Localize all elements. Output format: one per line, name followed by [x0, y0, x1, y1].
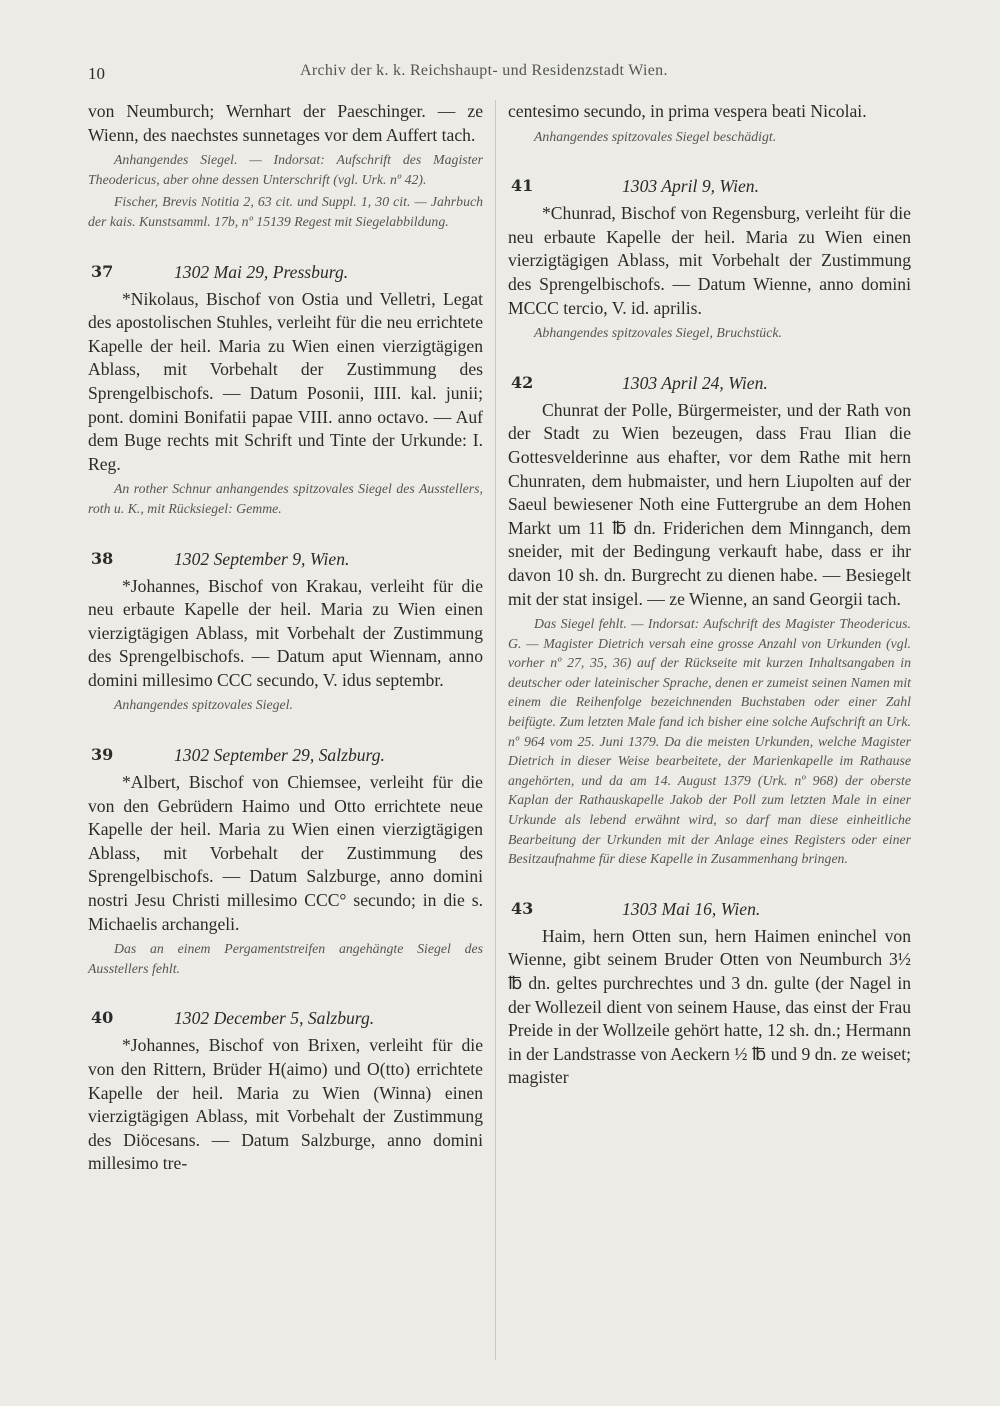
entry-38-heading: [88, 547, 483, 571]
entry-39-text: *Albert, Bischof von Chiemsee, verleiht für die von den Gebrüdern Haimo und Otto errichtete neue Kapelle der heil. Maria zu Wien einen vierzigtägigen Ablass, mit Vorbehalt der Zustimmung des Sprengelbischofs. — Datum Salzburge, anno domini nostri Jesu Christi millesimo CCC° secundo; in die s. Michaelis archangeli.: [88, 772, 483, 934]
entry-date: 1302 September 9, Wien.: [174, 548, 350, 569]
entry-date: 1303 Mai 16, Wien.: [622, 898, 761, 919]
entry-number: 42: [511, 372, 534, 392]
entry-37-text: *Nikolaus, Bischof von Ostia und Velletri, Legat des apostolischen Stuhles, verleiht für die neu errichtete Kapelle der heil. Maria zu Wien einen vierzigtägigen Ablass, mit Vorbehalt der Zustimmung des Sprengelbischofs. — Datum Posonii, IIII. kal. junii; pont. domini Bonifatii papae VIII. anno octavo. — Auf dem Buge rechts mit Schrift und Tinte der Urkunde: I. Reg.: [88, 288, 483, 474]
entry-39-heading: [88, 743, 483, 767]
entry-date: 1302 December 5, Salzburg.: [174, 1008, 375, 1029]
entry-number: 43: [511, 898, 534, 918]
entry-date: 1302 September 29, Salzburg.: [174, 745, 385, 766]
entry-37-note: An rother Schnur anhangendes spitzovales Siegel des Ausstellers, roth u. K., mit Rücksiegel: Gemme.: [88, 481, 483, 516]
continued-note: Anhangendes spitzovales Siegel beschädigt.: [534, 128, 777, 144]
entry-date: 1302 Mai 29, Pressburg.: [174, 261, 349, 282]
entry-40-text: *Johannes, Bischof von Brixen, verleiht für die von den Rittern, Brüder H(aimo) und O(tto) errichtete Kapelle der heil. Maria zu Wien (Winna) einen vierzigtägigen Ablass, mit Vorbehalt der Zustimmung des Diöcesans. — Datum Salzburge, anno domini millesimo tre-: [88, 1035, 483, 1174]
right-column: [508, 100, 911, 1090]
entry-number: 40: [91, 1008, 114, 1028]
entry-37-heading: [88, 260, 483, 284]
entry-41-text: *Chunrad, Bischof von Regensburg, verleiht für die neu erbaute Kapelle der heil. Maria zu Wien einen vierzigtägigen Ablass, mit Vorbehalt der Zustimmung des Sprengelbischofs. — Datum Wienne, anno domini MCCC tercio, V. id. aprilis.: [508, 203, 911, 318]
entry-number: 38: [91, 548, 114, 568]
entry-number: 41: [511, 176, 534, 196]
entry-42-heading: [508, 371, 911, 395]
continued-note: Anhangendes Siegel. — Indorsat: Aufschrift des Magister Theodericus, aber ohne dessen Unterschrift (vgl. Urk. nº 42).: [88, 152, 483, 187]
entry-38-note: Anhangendes spitzovales Siegel.: [114, 697, 293, 713]
entry-38-text: *Johannes, Bischof von Krakau, verleiht für die neu erbaute Kapelle der heil. Maria zu Wien einen vierzigtägigen Ablass, mit Vorbehalt der Zustimmung des Sprengelbischofs. — Datum aput Wiennam, anno domini millesimo CCC secundo, V. idus septembr.: [88, 575, 483, 690]
entry-date: 1303 April 9, Wien.: [622, 176, 760, 197]
column-rule: [495, 100, 496, 1360]
entry-41-heading: [508, 174, 911, 198]
entry-42-text: Chunrat der Polle, Bürgermeister, und der Rath von der Stadt zu Wien bezeugen, dass Frau Ilian die Gottesvelderinne aus ehafter, vor dem Rathe mit hern Chunraten, dem hubmaister, und hern Liupolten auf der Saeul bewiesener Noth eine Futtergrube an dem Hohen Markt um 11 ℔ dn. Friderichen dem Minnganch, dem sneider, mit der Bedingung verkauft habe, dass er ihr davon 10 sh. dn. Burgrecht zu dienen habe. — Besiegelt mit der stat insigel. — ze Wienne, an sand Georgii tach.: [508, 399, 911, 609]
entry-39-note: Das an einem Pergamentstreifen angehängte Siegel des Ausstellers fehlt.: [88, 941, 483, 976]
page-number: 10: [88, 64, 105, 83]
continued-text: centesimo secundo, in prima vespera beati Nicolai.: [508, 101, 867, 121]
entry-43-text: Haim, hern Otten sun, hern Haimen eninchel von Wienne, gibt seinem Bruder Otten von Neumburch 3½ ℔ dn. geltes purchrechtes und 3 dn. gulte (der Nagel in der Wollezeil dient von seinem Hause, das einst der Frau Preide in der Wollzeile gehört hatte, 12 sh. dn.; Hermann in der Landstrasse von Aeckern ½ ℔ und 9 dn. ze weiset; magister: [508, 925, 911, 1088]
continued-note-reference: Fischer, Brevis Notitia 2, 63 cit. und Suppl. 1, 30 cit. — Jahrbuch der kais. Kunstsamml. 17b, nº 15139 Regest mit Siegelabbildung.: [88, 194, 483, 229]
entry-40-heading: [88, 1006, 483, 1030]
continued-text: von Neumburch; Wernhart der Paeschinger. — ze Wienn, des naechstes sunnetages vor dem Auffert tach.: [88, 101, 483, 145]
entry-41-note: Abhangendes spitzovales Siegel, Bruchstück.: [534, 325, 782, 341]
entry-43-heading: [508, 897, 911, 921]
running-head: Archiv der k. k. Reichshaupt- und Residenzstadt Wien.: [300, 62, 668, 79]
left-column: [88, 100, 483, 1176]
entry-42-note: Das Siegel fehlt. — Indorsat: Aufschrift des Magister Theodericus. G. — Magister Dietrich versah eine grosse Anzahl von Urkunden (vgl. vorher nº 27, 35, 36) auf der Rückseite mit kurzen Inhaltsangaben in deutscher oder lateinischer Sprache, denen er zumeist seinen Namen mit einem die Reihenfolge bezeichnenden Buchstaben oder einer Zahl beifügte. Zum letzten Male fand ich bisher eine solche Aufschrift an Urk. nº 964 vom 25. Juni 1379. Da die meisten Urkunden, welche Magister Dietrich in dieser Weise bearbeitete, der Marienkapelle im Rathause angehörten, und da am 14. August 1379 (Urk. nº 968) der oberste Kaplan der Rathauskapelle Jakob der Poll zum letzten Male in einer Urkunde als lebend erwähnt wird, so darf man diese einheitliche Bearbeitung der Urkunden mit der Anlage eines Registers oder einer Besitzaufnahme für diese Kapelle in Zusammenhang bringen.: [508, 616, 911, 867]
entry-date: 1303 April 24, Wien.: [622, 372, 768, 393]
entry-number: 37: [91, 261, 114, 281]
entry-number: 39: [91, 745, 114, 765]
